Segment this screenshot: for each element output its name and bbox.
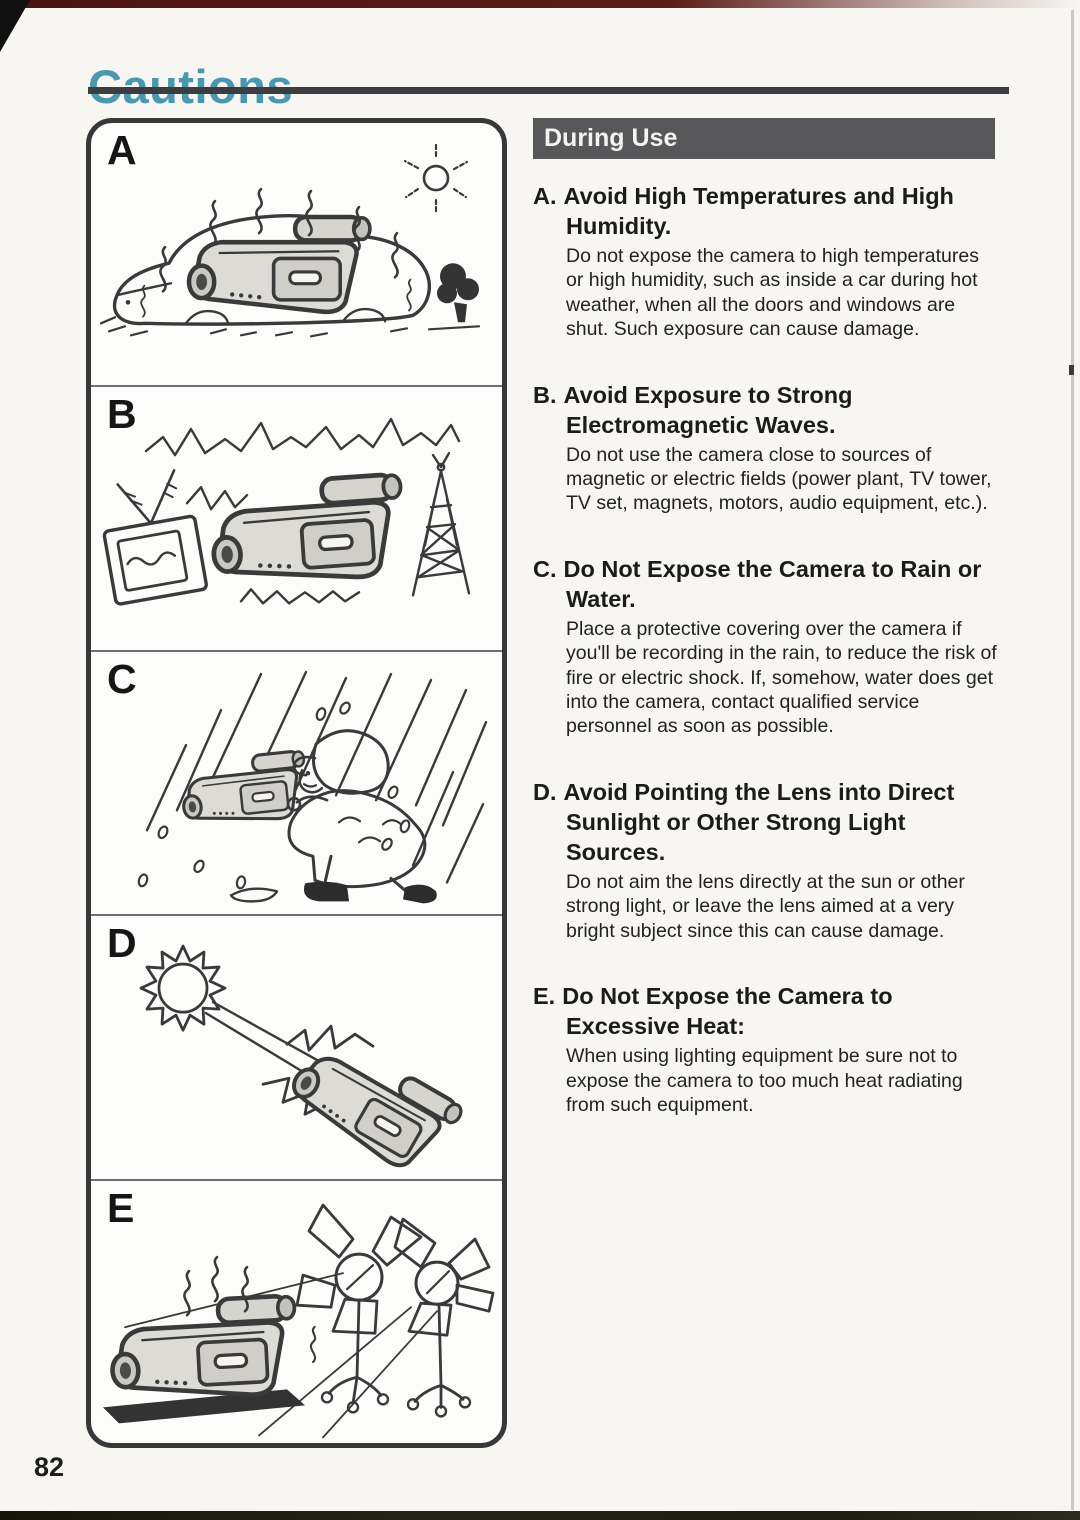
section-letter: C. [533,555,557,582]
section-body: When using lighting equipment be sure not to expose the camera to too much heat radiating from such equipment. [566,1045,963,1116]
person-in-raincoat [288,730,437,903]
section-header-bar [533,118,995,159]
panel-d-label: D [107,920,137,967]
section-heading [533,981,998,1041]
caution-section-a [533,181,998,342]
title-rule [88,87,1009,94]
section-heading-text: Do Not Expose the Camera to Rain or Water. [563,555,982,612]
section-header-label: During Use [544,124,678,152]
section-heading-text: Avoid Exposure to Strong Electromagnetic Waves. [563,381,853,438]
section-heading-text: Do Not Expose the Camera to Excessive Heat: [562,983,893,1040]
caution-section-c [533,554,998,739]
light-beam [206,1002,321,1074]
sun-icon [405,143,467,213]
scan-top-edge [0,0,1080,8]
tree [437,263,479,322]
panel-b [91,385,502,649]
section-letter: A. [533,183,557,209]
illustration-studio-lights [91,1181,502,1443]
studio-light-rear [395,1219,493,1416]
broadcast-tower [413,454,469,596]
scan-bottom-edge [0,1511,1080,1520]
panel-a [91,123,502,385]
section-body: Place a protective covering over the camera if you'll be recording in the rain, to reduce the risk of fire or electric shock. If, somehow, water does get into the camera, contact qualified service personnel as soon as possible. [566,617,997,738]
section-heading-text: Avoid Pointing the Lens into Direct Sunlight or Other Strong Light Sources. [563,778,955,865]
illustration-electromagnetic [91,387,502,649]
section-letter: E. [533,983,556,1010]
panel-c-label: C [107,655,137,702]
section-body: Do not use the camera close to sources of magnetic or electric fields (power plant, TV tower, TV set, magnets, motors, audio equipment, etc.). [566,443,992,515]
ground-hatching [101,317,479,336]
scan-right-edge [1071,10,1074,1510]
camera-base-shadow [103,1389,305,1423]
panel-e-label: E [107,1184,135,1231]
illustration-rain [91,652,502,914]
scan-corner-artifact [0,0,30,52]
illustration-sunlight [91,916,502,1178]
section-letter: B. [533,381,557,408]
section-heading [533,777,998,867]
illustration-hot-car [91,123,502,385]
caution-section-d [533,777,998,943]
camcorder [209,474,406,587]
section-letter: D. [533,778,557,805]
section-heading [533,380,998,440]
section-heading-text: Avoid High Temperatures and High Humidity. [563,183,954,239]
section-heading [533,181,998,241]
puddle [231,888,277,901]
illustration-board [86,118,507,1448]
caution-section-b [533,380,998,516]
camcorder [189,217,370,312]
panel-b-label: B [107,391,137,438]
section-body: Do not aim the lens directly at the sun or other strong light, or leave the lens aimed at a very bright subject since this can cause damage. [566,870,965,942]
panel-a-label: A [107,127,137,173]
camcorder [109,1295,299,1402]
tv-set [95,469,207,605]
caution-section-e [533,981,998,1117]
cautions-text-column [533,159,998,1117]
studio-light-front [297,1205,421,1412]
section-heading [533,554,998,614]
panel-e [91,1179,502,1443]
section-body: Do not expose the camera to high temperatures or high humidity, such as inside a car during hot weather, when all the doors and windows are shut. Such exposure can cause damage. [566,245,979,341]
page-number: 82 [34,1452,65,1482]
panel-c [91,650,502,914]
panel-d [91,914,502,1178]
